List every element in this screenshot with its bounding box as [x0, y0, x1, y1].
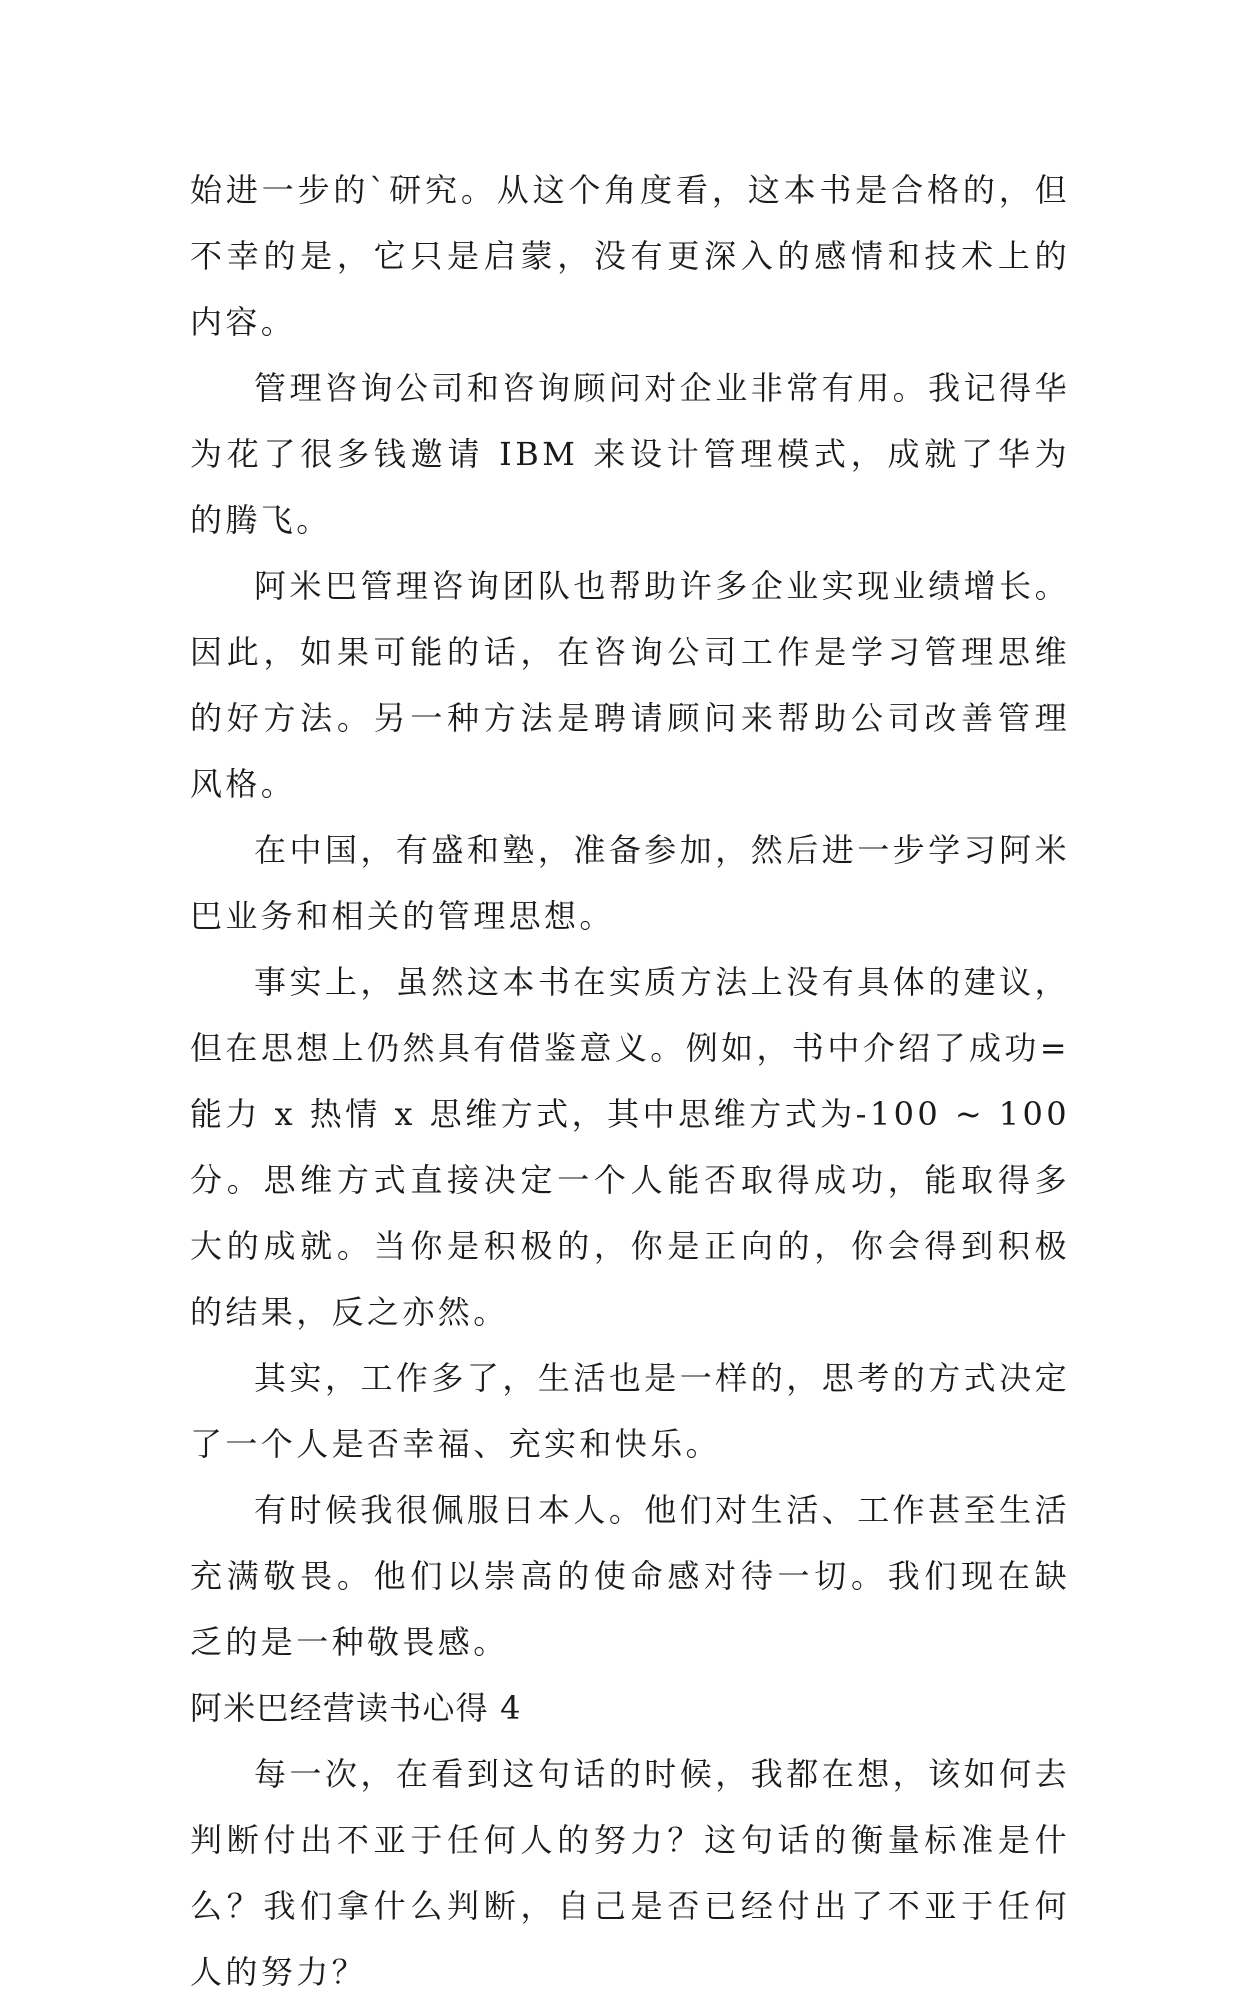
section-heading: 阿米巴经营读书心得 4 [190, 1689, 522, 1727]
document-body [190, 157, 1070, 2005]
paragraph-continued: 始进一步的`研究。从这个角度看，这本书是合格的，但不幸的是，它只是启蒙，没有更深入的感情和技术上的内容。 [190, 171, 1070, 341]
paragraph-effort: 每一次，在看到这句话的时候，我都在想，该如何去判断付出不亚于任何人的努力？这句话的衡量标准是什么？我们拿什么判断，自己是否已经付出了不亚于任何人的努力？ [190, 1755, 1070, 1991]
paragraph-china: 在中国，有盛和塾，准备参加，然后进一步学习阿米巴业务和相关的管理思想。 [190, 831, 1070, 935]
paragraph-amoeba-consulting: 阿米巴管理咨询团队也帮助许多企业实现业绩增长。因此，如果可能的话，在咨询公司工作是学习管理思维的好方法。另一种方法是聘请顾问来帮助公司改善管理风格。 [190, 567, 1070, 803]
paragraph-life: 其实，工作多了，生活也是一样的，思考的方式决定了一个人是否幸福、充实和快乐。 [190, 1359, 1070, 1463]
paragraph-japanese: 有时候我很佩服日本人。他们对生活、工作甚至生活充满敬畏。他们以崇高的使命感对待一切。我们现在缺乏的是一种敬畏感。 [190, 1491, 1070, 1661]
paragraph-success-formula: 事实上，虽然这本书在实质方法上没有具体的建议，但在思想上仍然具有借鉴意义。例如，书中介绍了成功=能力 x 热情 x 思维方式，其中思维方式为-100 ~ 100 分。思维方式直接决定一个人能否取得成功，能取得多大的成就。当你是积极的，你是正向的，你会得到积极的结果，反之亦然。 [190, 963, 1070, 1331]
paragraph-consulting: 管理咨询公司和咨询顾问对企业非常有用。我记得华为花了很多钱邀请 IBM 来设计管理模式，成就了华为的腾飞。 [190, 369, 1070, 539]
